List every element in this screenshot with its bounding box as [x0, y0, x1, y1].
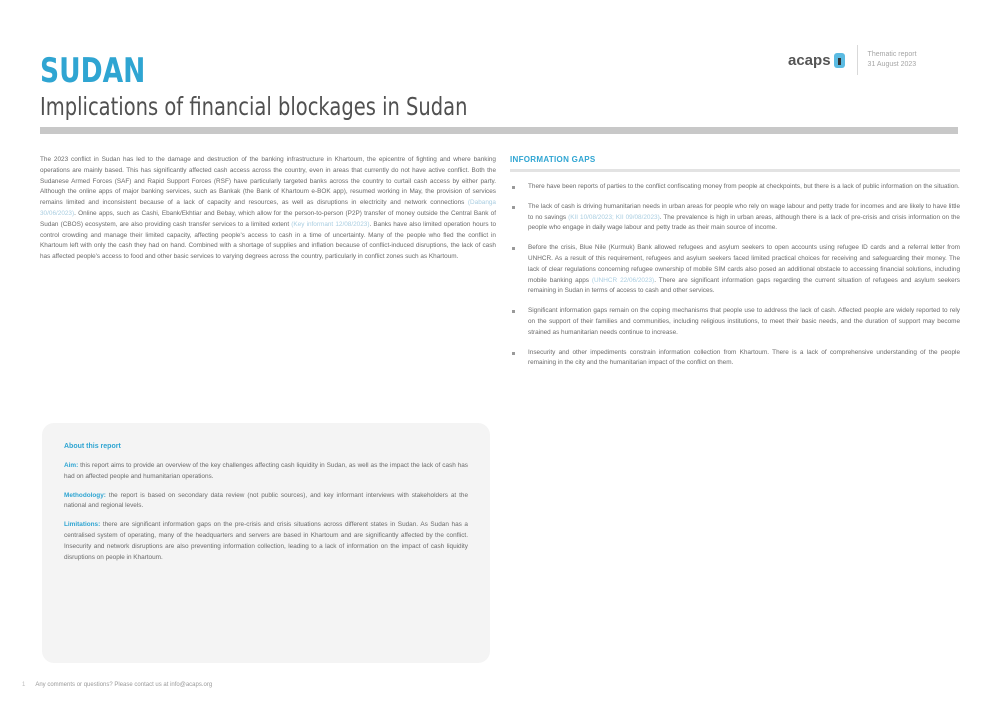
source-link[interactable]: (Key informant 12/08/2023): [291, 220, 370, 228]
page-number: 1: [22, 682, 26, 688]
brand-block: [788, 45, 917, 75]
page-footer: [22, 682, 212, 688]
limitations-text: there are significant information gaps on the pre-crisis and crisis situations across different states in Sudan. As Sudan has a centralised system of operating, many of the headquarters and servers are based in Khartoum and are significantly affected by the conflict. Insecurity and network disruptions are also preventing information collection, leading to a lack of information on the impact of cash liquidity disruptions on people in Khartoum.: [64, 521, 468, 561]
intro-paragraph: [40, 155, 496, 263]
aim-label: Aim:: [64, 462, 79, 469]
title-divider: [40, 127, 958, 134]
report-type: Thematic report: [867, 51, 917, 58]
info-gaps-list: [510, 182, 960, 369]
intro-text-2: . Online apps, such as Cashi, Ebank/Ekhtiar and Bebay, which allow for the person-to-person (P2P) transfer of money outside the Central Bank of Sudan (CBOS) ecosystem, are also providing cash transfer services to a limited extent: [40, 209, 496, 228]
list-item: [510, 306, 960, 338]
source-link[interactable]: (UNHCR 22/06/2023): [591, 276, 655, 284]
list-item: [510, 202, 960, 234]
limitations-paragraph: [64, 520, 468, 563]
country-title: SUDAN: [40, 51, 146, 91]
report-title: Implications of financial blockages in Sudan: [40, 92, 468, 121]
about-title: About this report: [64, 443, 121, 450]
about-report-box: [42, 423, 490, 663]
item-text: Before the crisis, Blue Nile (Kurmuk) Bank allowed refugees and asylum seekers to open accounts using refugee ID cards and a referral letter from UNHCR. As a result of this requirement, refugees and asylum seekers faced limited practical choices for receiving and safeguarding their money. The lack of clear regulations concerning refugee ownership of mobile SIM cards also posed an additional obstacle to accessing financial solutions, including mobile banking apps: [528, 244, 960, 284]
logo-text: acaps: [788, 51, 831, 69]
report-date: 31 August 2023: [867, 61, 917, 68]
aim-text: this report aims to provide an overview of the key challenges affecting cash liquidity in Sudan, as well as the impact the lack of cash has had on affected people and humanitarian operations.: [64, 462, 468, 480]
brand-divider: [857, 45, 858, 75]
section-heading: INFORMATION GAPS: [510, 155, 596, 164]
intro-text-1: The 2023 conflict in Sudan has led to the damage and destruction of the banking infrastructure in Khartoum, the epicentre of fighting and where banking operations are mainly based. This has significantly affected cash access across the country, even in areas that currently do not have active conflict. Both the Sudanese Armed Forces (SAF) and Rapid Support Forces (RSF) have particularly targeted banks across the country to curtail cash access by either party. Although the online apps of major banking services, such as Bankak (the Bank of Khartoum e-BOK app), resumed working in May, the provision of services remains limited and inconsistent because of a lack of capacity and resources, as well as disruptions in electricity and network connections: [40, 156, 496, 207]
item-text: There have been reports of parties to the conflict confiscating money from people at checkpoints, but there is a lack of public information on the situation.: [528, 183, 960, 190]
source-link[interactable]: (KII 10/08/2023; KII 09/08/2023): [568, 213, 660, 221]
acaps-marker-icon: [834, 53, 845, 68]
source-link[interactable]: (Dabanga 30/06/2023): [40, 199, 496, 217]
section-divider: [510, 169, 960, 172]
footer-contact: Any comments or questions? Please contact us at info@acaps.org: [35, 682, 213, 688]
item-text-after: . The prevalence is high in urban areas, although there is a lack of pre-crisis and crisis information on the people who engage in daily wage labour and petty trade as their main source of income.: [528, 213, 960, 232]
methodology-paragraph: [64, 491, 468, 513]
item-text: Insecurity and other impediments constrain information collection from Khartoum. There is a lack of comprehensive understanding of the people remaining in the city and the humanitarian impact of the conflict on them.: [528, 348, 960, 367]
methodology-label: Methodology:: [64, 491, 106, 499]
item-text: Significant information gaps remain on the coping mechanisms that people use to address the lack of cash. Affected people are widely reported to rely on the support of their families and communities, including religious institutions, to meet their basic needs, and the duration of support may become strained as humanitarian needs continue to increase.: [528, 307, 960, 336]
intro-text-3: . Banks have also limited operation hours to control crowding and manage their limited capacity, affecting people's access to cash in a time of uncertainty. Many of the people who fled the conflict in Khartoum left with only the cash they had on hand. Combined with a shortage of supplies and inflation because of conflict-induced disruptions, the lack of cash has affected people's access to food and other basic services to varying degrees across the country, particularly in conflict zones such as Khartoum.: [40, 220, 497, 261]
acaps-logo: [788, 52, 845, 69]
list-item: [510, 182, 960, 193]
limitations-label: Limitations:: [64, 521, 101, 529]
information-gaps-section: [510, 155, 960, 378]
item-text-after: . There are significant information gaps regarding the current situation of refugees and asylum seekers remaining in Sudan in terms of access to cash and other services.: [528, 276, 960, 295]
methodology-text: the report is based on secondary data review (not public sources), and key informant interviews with stakeholders at the national and regional levels.: [64, 491, 469, 510]
item-text: The lack of cash is driving humanitarian needs in urban areas for people who rely on wage labour and petty trade for incomes and are likely to have little to no savings: [528, 202, 960, 221]
intro-column: [40, 155, 496, 263]
list-item: [510, 348, 960, 370]
list-item: [510, 243, 960, 297]
aim-paragraph: [64, 461, 468, 483]
report-meta: [868, 50, 917, 70]
